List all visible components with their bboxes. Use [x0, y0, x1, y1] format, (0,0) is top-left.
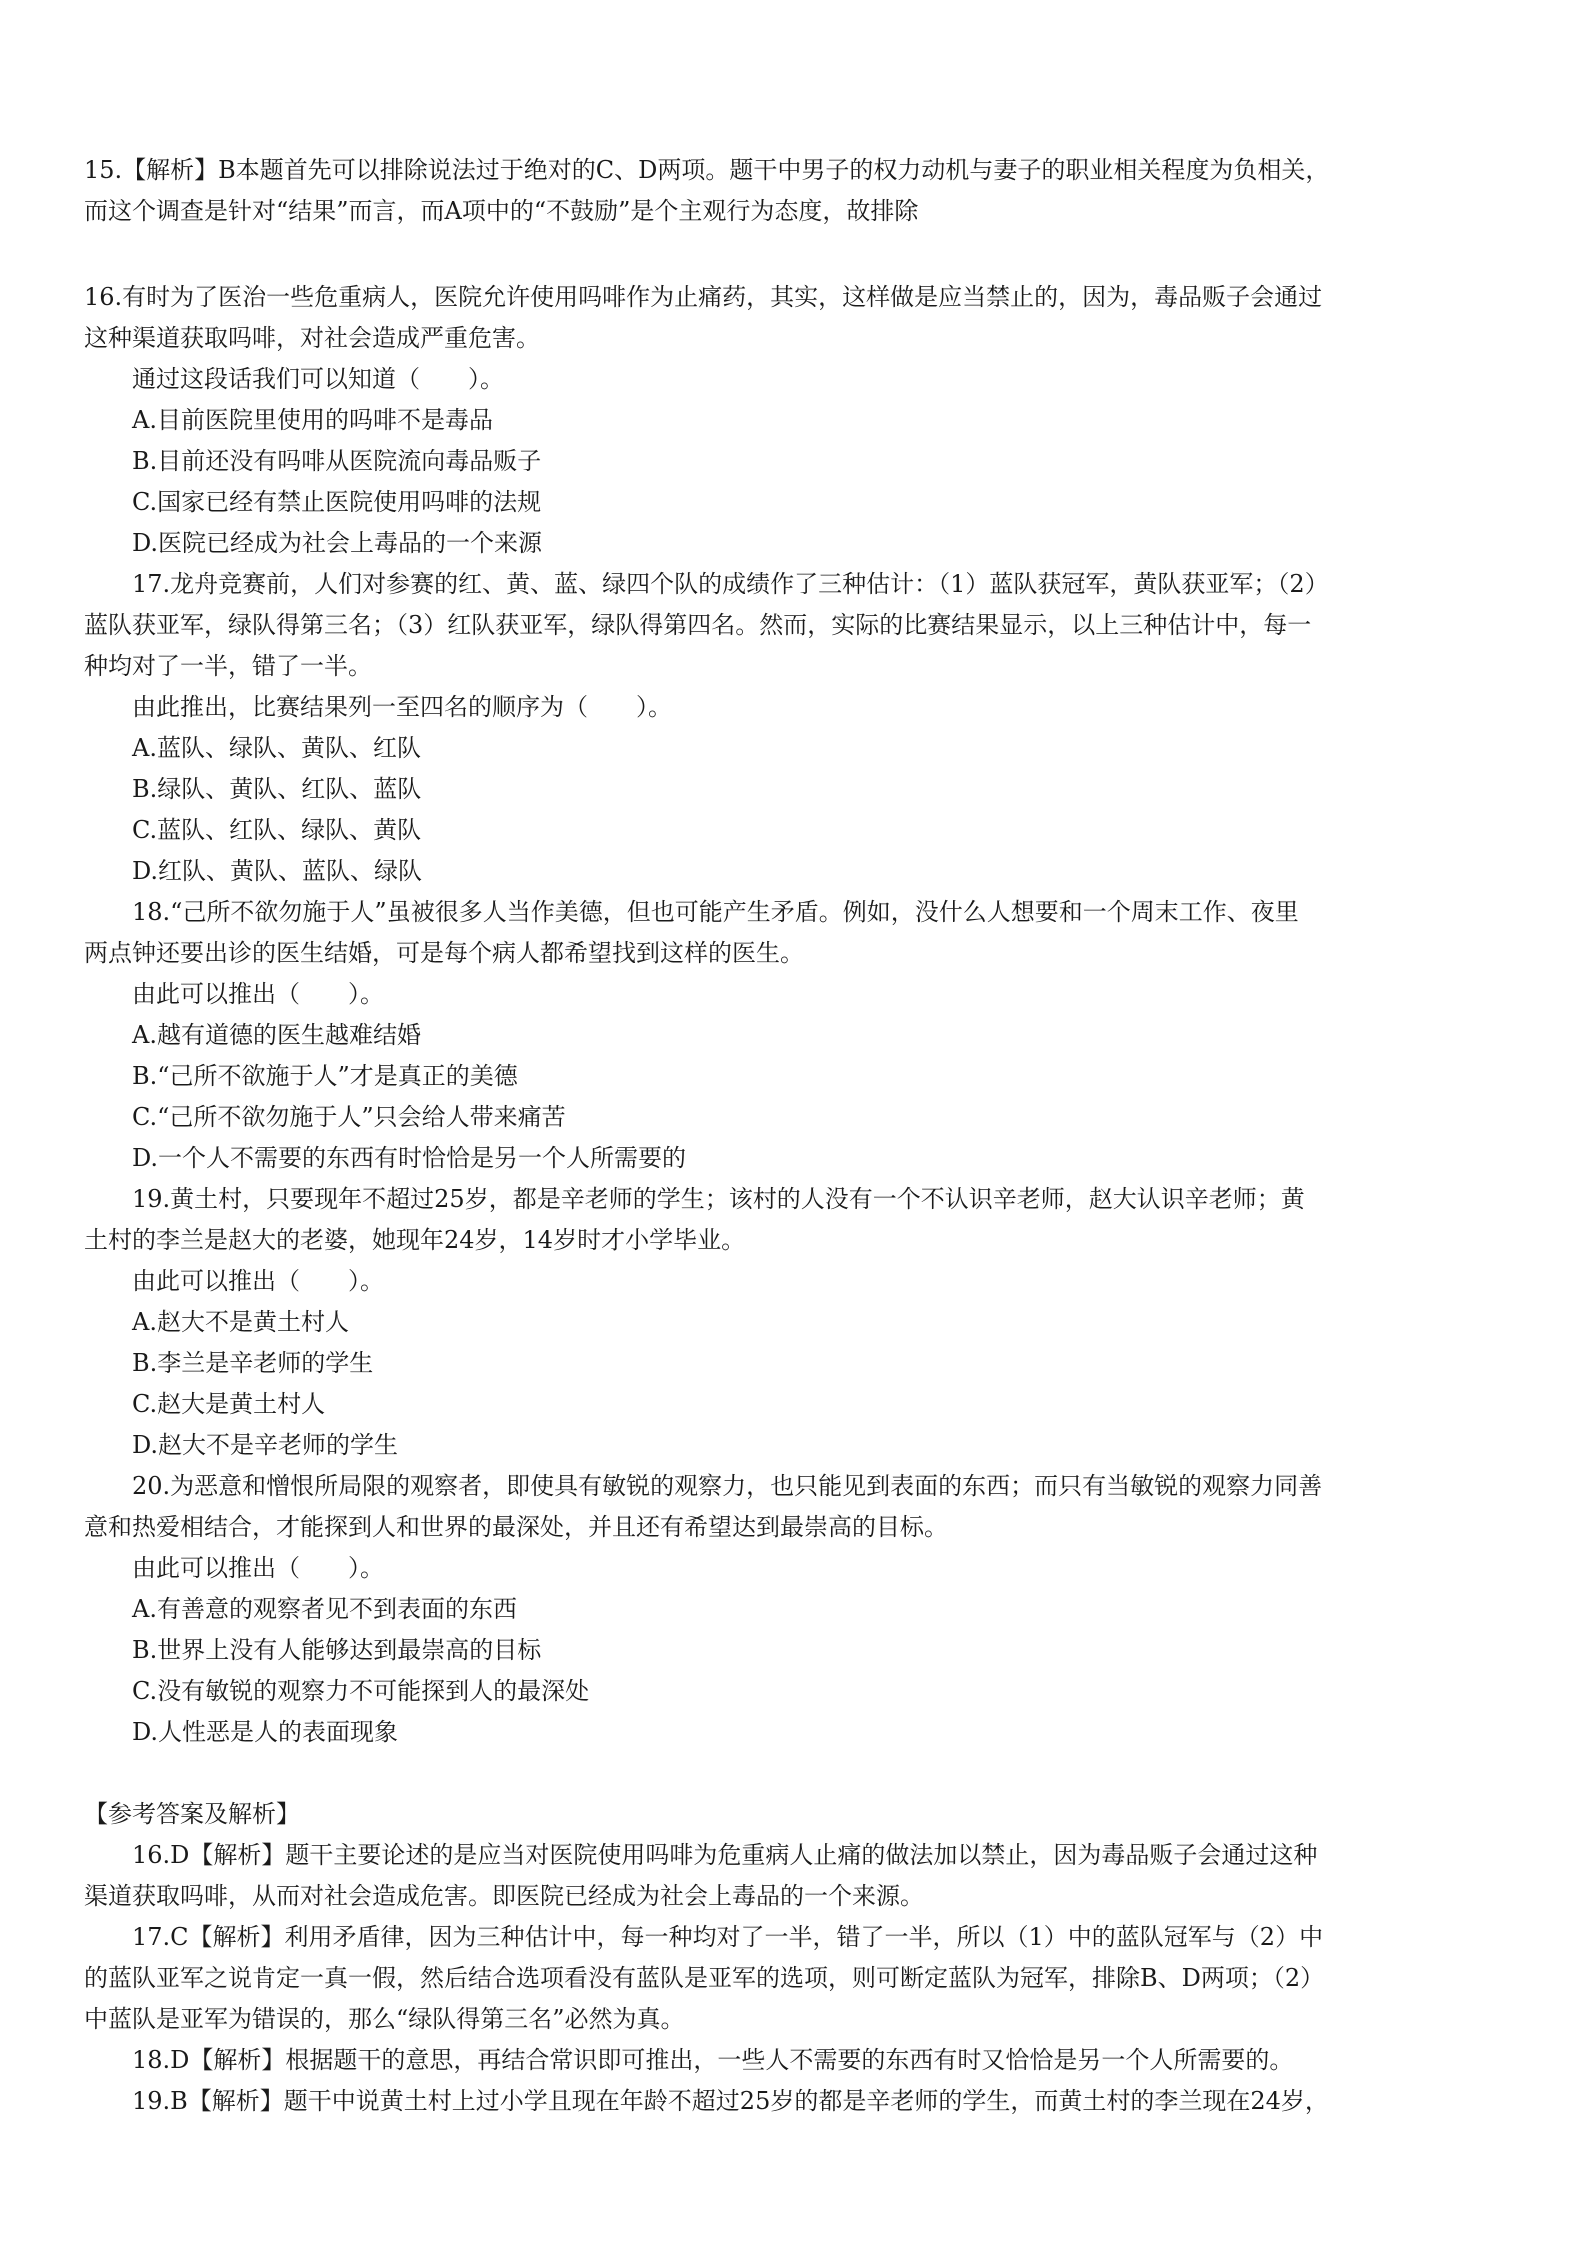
question-17 — [84, 564, 1518, 892]
q19-prompt: 由此可以推出（ ）。 — [132, 1267, 384, 1295]
q18-option-c: C.“己所不欲勿施于人”只会给人带来痛苦 — [132, 1103, 566, 1131]
question-16 — [84, 277, 1518, 564]
q17-stem-line: 种均对了一半，错了一半。 — [84, 652, 372, 680]
answer-17 — [84, 1917, 1518, 2040]
q20-option-d: D.人性恶是人的表面现象 — [132, 1718, 399, 1746]
spacer — [84, 232, 1518, 277]
q20-stem-line: 20.为恶意和憎恨所局限的观察者，即使具有敏锐的观察力，也只能见到表面的东西；而只有当敏锐的观察力同善 — [132, 1472, 1323, 1500]
answer-17-line: 17.C【解析】利用矛盾律，因为三种估计中，每一种均对了一半，错了一半，所以（1）中的蓝队冠军与（2）中 — [132, 1923, 1324, 1951]
q16-stem-line: 这种渠道获取吗啡，对社会造成严重危害。 — [84, 324, 540, 352]
document-page — [84, 150, 1518, 2122]
answer-18 — [84, 2040, 1518, 2081]
q15-analysis — [84, 150, 1518, 232]
answer-17-line: 中蓝队是亚军为错误的，那么“绿队得第三名”必然为真。 — [84, 2005, 685, 2033]
q18-option-b: B.“己所不欲施于人”才是真正的美德 — [132, 1062, 518, 1090]
q18-stem-line: 两点钟还要出诊的医生结婚，可是每个病人都希望找到这样的医生。 — [84, 939, 804, 967]
q15-analysis-line: 而这个调查是针对“结果”而言，而A项中的“不鼓励”是个主观行为态度，故排除 — [84, 197, 919, 225]
q16-option-a: A.目前医院里使用的吗啡不是毒品 — [132, 406, 493, 434]
q15-analysis-line: 15.【解析】B本题首先可以排除说法过于绝对的C、D两项。题干中男子的权力动机与妻子的职业相关程度为负相关， — [84, 156, 1330, 184]
spacer — [84, 1753, 1518, 1794]
q18-option-a: A.越有道德的医生越难结婚 — [132, 1021, 421, 1049]
q20-option-b: B.世界上没有人能够达到最崇高的目标 — [132, 1636, 542, 1664]
question-19 — [84, 1179, 1518, 1466]
q19-stem-line: 土村的李兰是赵大的老婆，她现年24岁，14岁时才小学毕业。 — [84, 1226, 746, 1254]
q19-option-a: A.赵大不是黄土村人 — [132, 1308, 349, 1336]
q17-stem-line: 蓝队获亚军，绿队得第三名；（3）红队获亚军，绿队得第四名。然而，实际的比赛结果显示，以上三种估计中，每一 — [84, 611, 1312, 639]
q17-option-b: B.绿队、黄队、红队、蓝队 — [132, 775, 422, 803]
q20-option-a: A.有善意的观察者见不到表面的东西 — [132, 1595, 517, 1623]
q17-stem-line: 17.龙舟竞赛前，人们对参赛的红、黄、蓝、绿四个队的成绩作了三种估计：（1）蓝队获冠军，黄队获亚军；（2） — [132, 570, 1329, 598]
q17-prompt: 由此推出，比赛结果列一至四名的顺序为（ ）。 — [132, 693, 672, 721]
q18-stem-line: 18.“己所不欲勿施于人”虽被很多人当作美德，但也可能产生矛盾。例如，没什么人想要和一个周末工作、夜里 — [132, 898, 1299, 926]
q19-option-c: C.赵大是黄土村人 — [132, 1390, 326, 1418]
q19-option-b: B.李兰是辛老师的学生 — [132, 1349, 374, 1377]
answer-19-line: 19.B【解析】题干中说黄土村上过小学且现在年龄不超过25岁的都是辛老师的学生，而黄土村的李兰现在24岁， — [132, 2087, 1329, 2115]
q20-stem-line: 意和热爱相结合，才能探到人和世界的最深处，并且还有希望达到最崇高的目标。 — [84, 1513, 948, 1541]
q16-option-b: B.目前还没有吗啡从医院流向毒品贩子 — [132, 447, 542, 475]
q16-stem-line: 16.有时为了医治一些危重病人，医院允许使用吗啡作为止痛药，其实，这样做是应当禁止的，因为，毒品贩子会通过 — [84, 283, 1323, 311]
answer-18-line: 18.D【解析】根据题干的意思，再结合常识即可推出，一些人不需要的东西有时又恰恰是另一个人所需要的。 — [132, 2046, 1294, 2074]
answer-16 — [84, 1835, 1518, 1917]
answer-16-line: 渠道获取吗啡，从而对社会造成危害。即医院已经成为社会上毒品的一个来源。 — [84, 1882, 924, 1910]
answer-17-line: 的蓝队亚军之说肯定一真一假，然后结合选项看没有蓝队是亚军的选项，则可断定蓝队为冠军，排除B、D两项；（2） — [84, 1964, 1325, 1992]
q16-prompt: 通过这段话我们可以知道（ ）。 — [132, 365, 504, 393]
answer-16-line: 16.D【解析】题干主要论述的是应当对医院使用吗啡为危重病人止痛的做法加以禁止，因为毒品贩子会通过这种 — [132, 1841, 1318, 1869]
q16-option-c: C.国家已经有禁止医院使用吗啡的法规 — [132, 488, 542, 516]
q16-option-d: D.医院已经成为社会上毒品的一个来源 — [132, 529, 543, 557]
q19-stem-line: 19.黄土村，只要现年不超过25岁，都是辛老师的学生；该村的人没有一个不认识辛老师，赵大认识辛老师；黄 — [132, 1185, 1305, 1213]
question-20 — [84, 1466, 1518, 1753]
q17-option-a: A.蓝队、绿队、黄队、红队 — [132, 734, 421, 762]
q17-option-d: D.红队、黄队、蓝队、绿队 — [132, 857, 423, 885]
q20-prompt: 由此可以推出（ ）。 — [132, 1554, 384, 1582]
q20-option-c: C.没有敏锐的观察力不可能探到人的最深处 — [132, 1677, 590, 1705]
q18-prompt: 由此可以推出（ ）。 — [132, 980, 384, 1008]
question-18 — [84, 892, 1518, 1179]
q17-option-c: C.蓝队、红队、绿队、黄队 — [132, 816, 422, 844]
answer-19 — [84, 2081, 1518, 2122]
q18-option-d: D.一个人不需要的东西有时恰恰是另一个人所需要的 — [132, 1144, 687, 1172]
q19-option-d: D.赵大不是辛老师的学生 — [132, 1431, 399, 1459]
answers-heading: 【参考答案及解析】 — [84, 1800, 300, 1828]
answers-section — [84, 1794, 1518, 2122]
